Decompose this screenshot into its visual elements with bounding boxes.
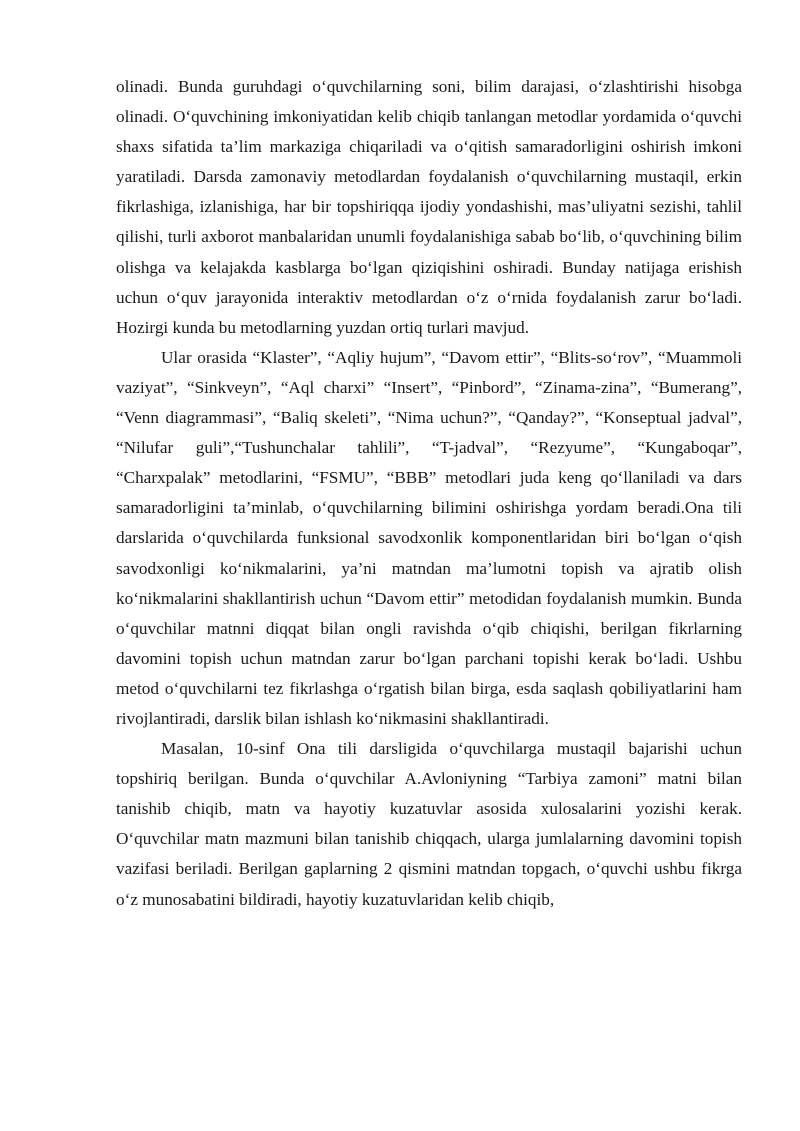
paragraph-methods-list: Ular orasida “Klaster”, “Aqliy hujum”, “Davom ettir”, “Blits-so‘rov”, “Muammoli vaziyat”, “Sinkveyn”, “Aql charxi” “Insert”, “Pinbord”, “Zinama-zina”, “Bumerang”, “Venn diagrammasi”, “Baliq skeleti”, “Nima uchun?”, “Qanday?”, “Konseptual jadval”, “Nilufar guli”,“Tushunchalar tahlili”, “T-jadval”, “Rezyume”, “Kungaboqar”, “Charxpalak” metodlarini, “FSMU”, “BBB” metodlari juda keng qo‘llaniladi va dars samaradorligini ta’minlab, o‘quvchilarning bilimini oshirishga yordam beradi.Ona tili darslarida o‘quvchilarda funksional savodxonlik komponentlaridan biri bo‘lgan o‘qish savodxonligi ko‘nikmalarini, ya’ni matndan ma’lumotni topish va ajratib olish ko‘nikmalarini shakllantirish uchun “Davom ettir” metodidan foydalanish mumkin. Bunda o‘quvchilar matnni diqqat bilan ongli ravishda o‘qib chiqishi, berilgan fikrlarning davomini topish uchun matndan zarur bo‘lgan parchani topishi kerak bo‘ladi. Ushbu metod o‘quvchilarni tez fikrlashga o‘rgatish bilan birga, esda saqlash qobiliyatlarini ham rivojlantiradi, darslik bilan ishlash ko‘nikmasini shakllantiradi. bbox=[116, 347, 742, 728]
paragraph-continuation: olinadi. Bunda guruhdagi o‘quvchilarning soni, bilim darajasi, o‘zlashtirishi hisobga olinadi. O‘quvchining imkoniyatidan kelib chiqib tanlangan metodlar yordamida o‘quvchi shaxs sifatida ta’lim markaziga chiqariladi va o‘qitish samaradorligini oshirish imkoni yaratiladi. Darsda zamonaviy metodlardan foydalanish o‘quvchilarning mustaqil, erkin fikrlashiga, izlanishiga, har bir topshiriqqa ijodiy yondashishi, mas’uliyatni sezishi, tahlil qilishi, turli axborot manbalaridan unumli foydalanishiga sabab bo‘lib, o‘quvchining bilim olishga va kelajakda kasblarga bo‘lgan qiziqishini oshiradi. Bunday natijaga erishish uchun o‘quv jarayonida interaktiv metodlardan o‘z o‘rnida foydalanish zarur bo‘ladi. Hozirgi kunda bu metodlarning yuzdan ortiq turlari mavjud. bbox=[116, 77, 742, 337]
paragraph-example: Masalan, 10-sinf Ona tili darsligida o‘quvchilarga mustaqil bajarishi uchun topshiriq berilgan. Bunda o‘quvchilar A.Avloniyning “Tarbiya zamoni” matni bilan tanishib chiqib, matn va hayotiy kuzatuvlar asosida xulosalarini yozishi kerak. O‘quvchilar matn mazmuni bilan tanishib chiqqach, ularga jumlalarning davomini topish vazifasi beriladi. Berilgan gaplarning 2 qismini matndan topgach, o‘quvchi ushbu fikrga o‘z munosabatini bildiradi, hayotiy kuzatuvlaridan kelib chiqib, bbox=[116, 739, 742, 909]
document-page bbox=[116, 72, 742, 915]
